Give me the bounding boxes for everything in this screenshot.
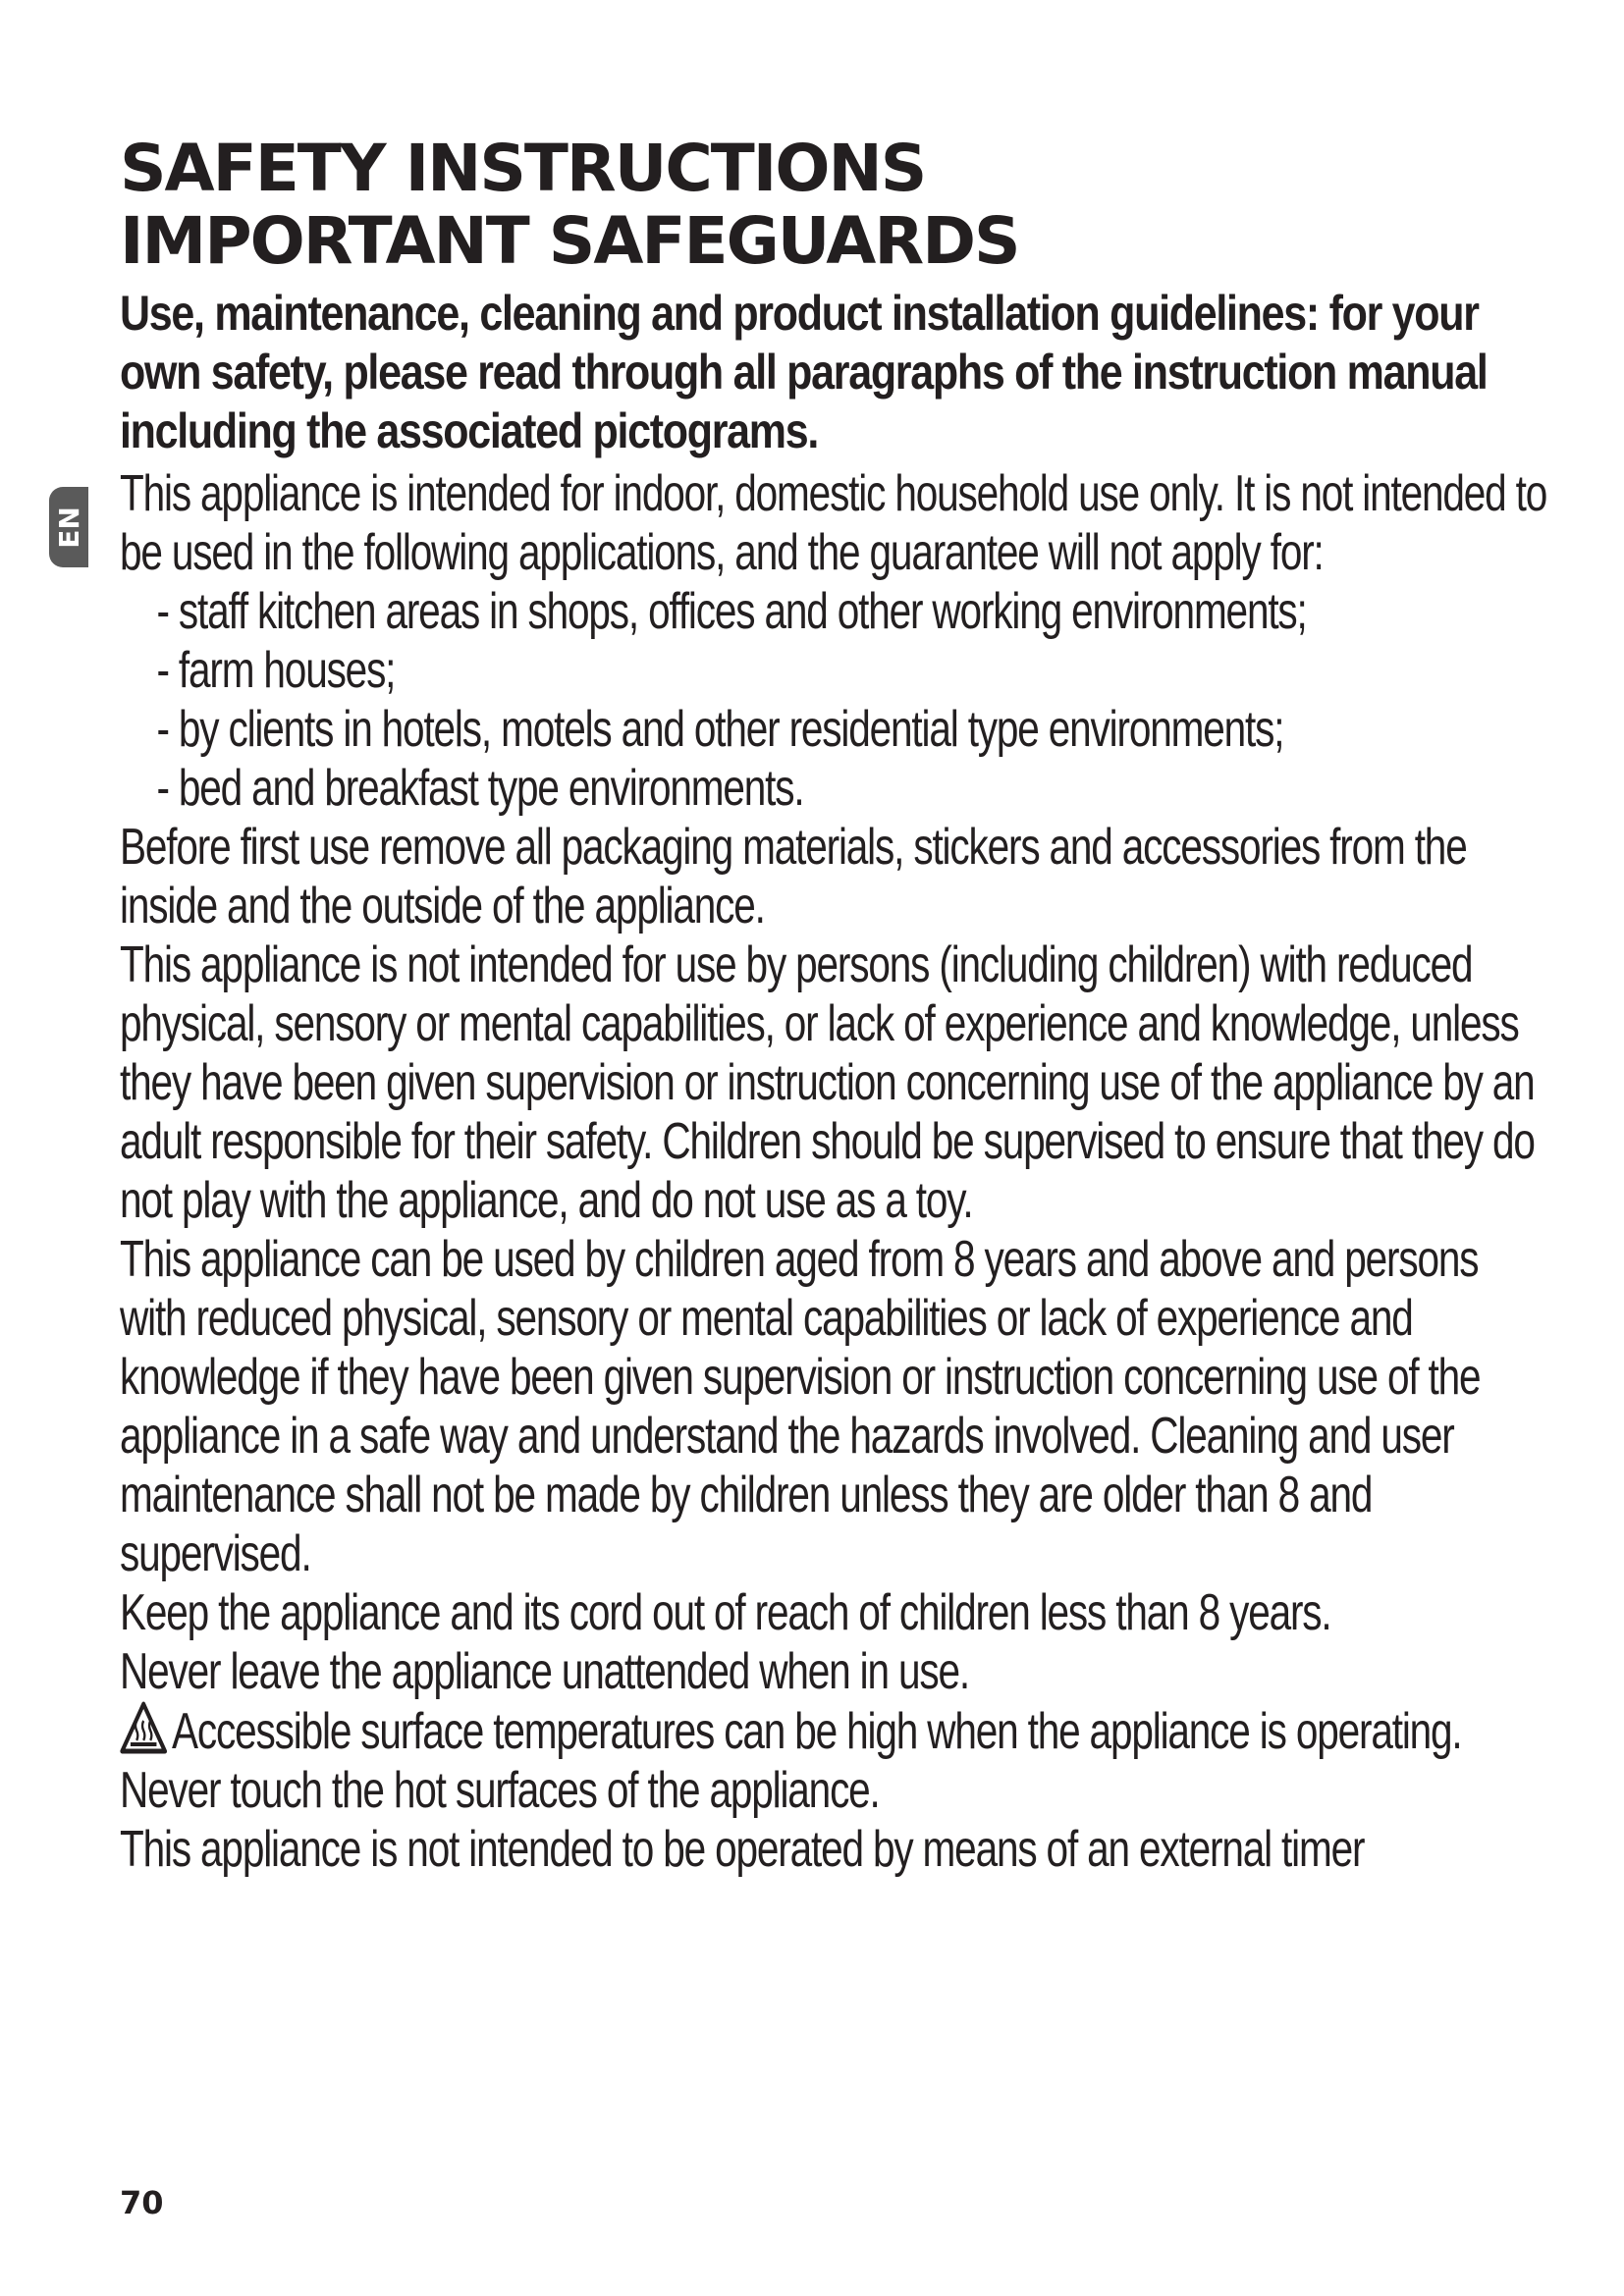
language-tab-label: EN	[52, 506, 85, 549]
list-item: - by clients in hotels, motels and other residential type environments;	[156, 701, 1284, 758]
body-text	[120, 464, 1551, 1879]
paragraph-reduced-capabilities: This appliance is not intended for use by persons (including children) with reduced physical, sensory or mental capabilities, or lack of experience and knowledge, unless they have been given supervision or instruction concerning use of the appliance by an adult responsible for their safety. Children should be supervised to ensure that they do not play with the appliance, and do not use as a toy.	[120, 936, 1535, 1229]
language-tab-en	[49, 487, 88, 567]
paragraph-external-timer: This appliance is not intended to be operated by means of an external timer	[120, 1821, 1365, 1878]
list-item: - farm houses;	[156, 642, 396, 699]
intro-text: Use, maintenance, cleaning and product installation guidelines: for your own safety, please read through all paragraphs of the instruction manual including the associated pictograms.	[120, 286, 1488, 458]
page-number: 70	[120, 2184, 164, 2221]
paragraph-hot-surfaces	[120, 1701, 1551, 1820]
page-title	[120, 133, 1553, 278]
title-line-2: IMPORTANT SAFEGUARDS	[120, 203, 1019, 279]
list-item: - bed and breakfast type environments.	[156, 760, 804, 817]
paragraph-children-8-years: This appliance can be used by children aged from 8 years and above and persons with reduced physical, sensory or mental capabilities or lack of experience and knowledge if they have been given supervision or instruction concerning use of the appliance in a safe way and understand the hazards involved. Cleaning and user maintenance shall not be made by children unless they are older than 8 and supervised.	[120, 1231, 1481, 1582]
title-line-1: SAFETY INSTRUCTIONS	[120, 131, 926, 206]
excluded-uses-list	[120, 582, 1551, 818]
hot-surface-warning-icon	[120, 1701, 167, 1754]
list-item: - staff kitchen areas in shops, offices and other working environments;	[156, 583, 1307, 640]
paragraph-indoor-use: This appliance is intended for indoor, domestic household use only. It is not intended to be used in the following applications, and the guarantee will not apply for:	[120, 465, 1547, 581]
hot-surfaces-text: Accessible surface temperatures can be high when the appliance is operating. Never touch the hot surfaces of the appliance.	[120, 1703, 1462, 1819]
paragraph-keep-out-of-reach: Keep the appliance and its cord out of reach of children less than 8 years.	[120, 1584, 1331, 1641]
safety-instructions-page	[120, 133, 1553, 1879]
paragraph-packaging: Before first use remove all packaging materials, stickers and accessories from the inside and the outside of the appliance.	[120, 819, 1467, 934]
paragraph-never-unattended: Never leave the appliance unattended when in use.	[120, 1643, 969, 1700]
